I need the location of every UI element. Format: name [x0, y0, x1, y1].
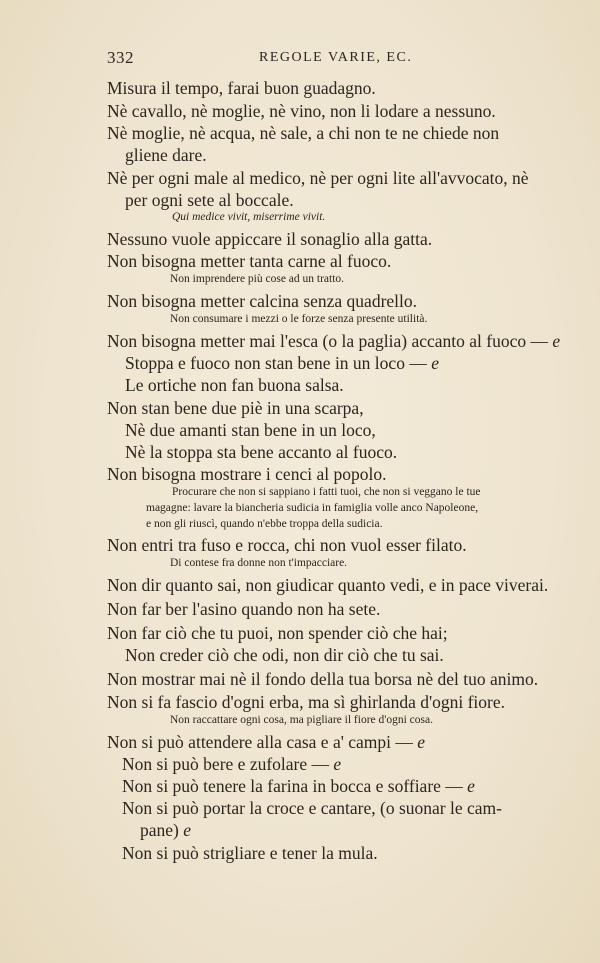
proverb-line — [122, 754, 341, 774]
proverb-line: Nè cavallo, nè moglie, nè vino, non li lodare a nessuno. — [107, 101, 496, 121]
proverb-line: Misura il tempo, farai buon guadagno. — [107, 78, 376, 98]
proverb-text: Non bisogna metter mai l'esca (o la paglia) accanto al fuoco — — [107, 331, 548, 351]
proverb-line: Nè due amanti stan bene in un loco, — [125, 420, 376, 440]
page-header — [107, 48, 547, 70]
proverb-line — [107, 331, 560, 351]
proverb-line: Non stan bene due piè in una scarpa, — [107, 398, 364, 418]
explanatory-note: e non gli riuscì, quando n'ebbe troppa della sudicia. — [146, 518, 383, 530]
proverb-line — [125, 353, 439, 373]
proverb-line: Non bisogna mostrare i cenci al popolo. — [107, 464, 387, 484]
proverb-line: Non creder ciò che odi, non dir ciò che tu sai. — [125, 645, 444, 665]
explanatory-note: Non imprendere più cose ad un tratto. — [170, 273, 345, 285]
proverb-text: Stoppa e fuoco non stan bene in un loco — — [125, 353, 427, 373]
proverb-line: Non far ciò che tu puoi, non spender ciò che hai; — [107, 623, 448, 643]
proverb-text: Non si può bere e zufolare — — [122, 754, 330, 774]
proverb-line: Non bisogna metter calcina senza quadrello. — [107, 291, 418, 311]
conjunction-e: e — [431, 353, 439, 373]
proverb-line: Non si fa fascio d'ogni erba, ma sì ghirlanda d'ogni fiore. — [107, 692, 506, 712]
running-title: REGOLE VARIE, EC. — [259, 50, 413, 65]
conjunction-e: e — [552, 331, 561, 351]
proverb-line: Le ortiche non fan buona salsa. — [125, 375, 344, 395]
explanatory-note: Non raccattare ogni cosa, ma pigliare il fiore d'ogni cosa. — [170, 714, 433, 726]
proverb-line: Non far ber l'asino quando non ha sete. — [107, 599, 381, 619]
proverb-line: gliene dare. — [125, 145, 207, 165]
proverb-line — [122, 776, 475, 796]
conjunction-e: e — [467, 776, 475, 796]
proverb-line: Non bisogna metter tanta carne al fuoco. — [107, 251, 392, 271]
proverb-text: pane) — [140, 820, 179, 840]
proverb-line: Non si può portar la croce e cantare, (o suonar le cam- — [122, 798, 502, 818]
proverb-line: Nè moglie, nè acqua, nè sale, a chi non te ne chiede non — [107, 123, 500, 143]
conjunction-e: e — [333, 754, 342, 774]
explanatory-note: Non consumare i mezzi o le forze senza presente utilità. — [170, 313, 428, 325]
proverb-line: Nè per ogni male al medico, nè per ogni lite all'avvocato, nè — [107, 168, 529, 188]
proverb-line — [107, 732, 425, 752]
proverb-line: Non mostrar mai nè il fondo della tua borsa nè del tuo animo. — [107, 669, 539, 689]
proverb-line: Non dir quanto sai, non giudicar quanto vedi, e in pace viverai. — [107, 575, 549, 595]
proverb-text: Non si può tenere la farina in bocca e soffiare — — [122, 776, 463, 796]
proverb-line: Nè la stoppa sta bene accanto al fuoco. — [125, 442, 398, 462]
conjunction-e: e — [183, 820, 192, 840]
conjunction-e: e — [417, 732, 426, 752]
explanatory-note: Procurare che non si sappiano i fatti tuoi, che non si veggano le tue — [172, 486, 481, 498]
proverb-line: Non entri tra fuso e rocca, chi non vuol esser filato. — [107, 535, 467, 555]
page-number: 332 — [107, 48, 134, 67]
proverb-line — [140, 820, 191, 840]
proverb-text: Non si può attendere alla casa e a' campi — — [107, 732, 413, 752]
proverb-line: Non si può strigliare e tener la mula. — [122, 843, 378, 863]
explanatory-note: Di contese fra donne non t'impacciare. — [170, 557, 348, 569]
proverb-line: Nessuno vuole appiccare il sonaglio alla gatta. — [107, 229, 433, 249]
proverb-line: per ogni sete al boccale. — [125, 190, 294, 210]
latin-note: Qui medice vivit, miserrime vivit. — [172, 211, 326, 223]
explanatory-note: magagne: lavare la biancheria sudicia in famiglia volle anco Napoleone, — [146, 502, 479, 514]
